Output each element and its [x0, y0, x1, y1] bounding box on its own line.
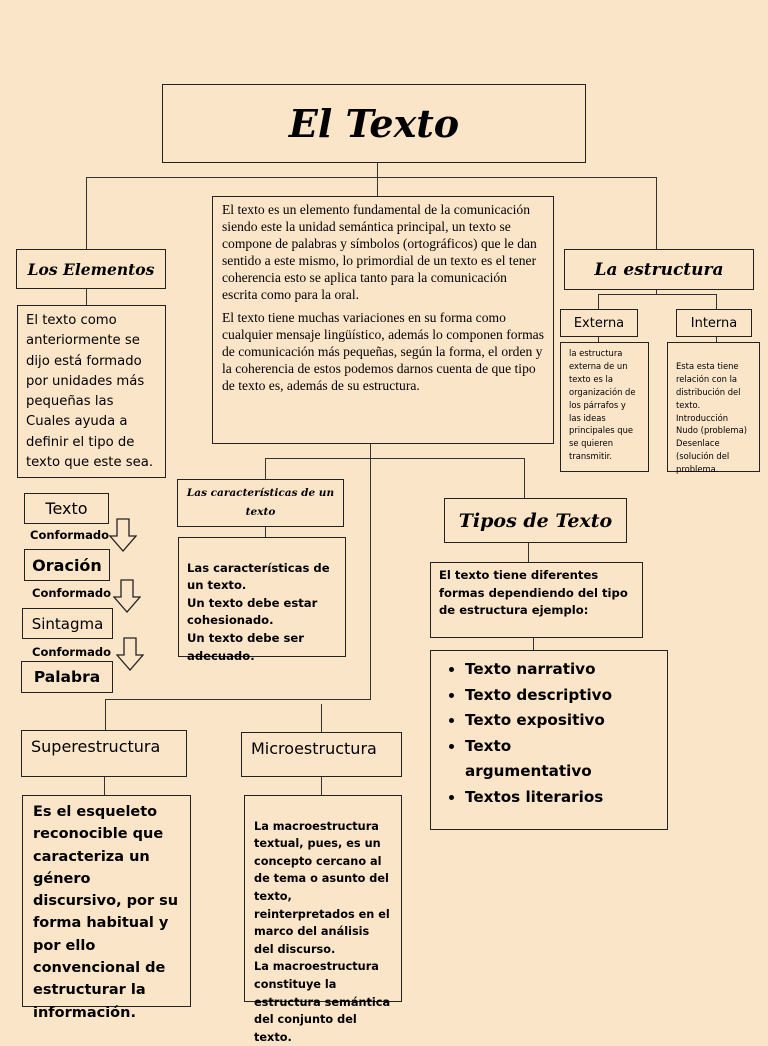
chain-oracion-box — [24, 549, 110, 581]
superestructura-body: Es el esqueleto reconocible que caracteriza un género discursivo, por su forma habitual y por ello convencional de estructurar la información. — [33, 804, 179, 1021]
down-arrow-icon — [109, 518, 137, 552]
elementos-heading: Los Elementos — [27, 259, 155, 279]
chain-oracion: Oración — [32, 555, 102, 575]
conformado-label: Conformado — [30, 528, 109, 542]
connector-line — [377, 177, 378, 197]
caracteristicas-body: Las características de un texto. Un texto debe estar cohesionado. Un texto debe ser adecuado. — [187, 560, 330, 663]
connector-line — [370, 443, 371, 700]
interna-body: Esta esta tiene relación con la distribución del texto. Introducción Nudo (problema) Desenlace (solución del problema. — [676, 360, 747, 475]
conformado-label: Conformado — [32, 645, 111, 659]
estructura-heading-box — [564, 249, 754, 290]
connector-line — [598, 294, 599, 310]
estructura-heading: La estructura — [594, 259, 724, 280]
connector-line — [533, 637, 534, 650]
central-paragraph-2: El texto tiene muchas variaciones en su forma como cualquier mensaje lingüístico, además lo componen formas de comunicación más pequeñas, según la forma, el orden y la coherencia de estos podemos darnos cuenta de que tipo de texto es, además de su estructura. — [222, 310, 545, 393]
elementos-body: El texto como anteriormente se dijo está formado por unidades más pequeñas las Cuales ayuda a definir el tipo de texto que este sea. — [26, 313, 154, 471]
superestructura-heading-box — [21, 730, 187, 777]
interna-body-box — [667, 342, 760, 475]
title-box — [162, 84, 586, 163]
tipos-list-box — [430, 650, 668, 830]
tipos-list-item: • Texto expositivo — [465, 708, 661, 734]
connector-line — [656, 177, 657, 249]
tipos-list-item: • Texto descriptivo — [465, 683, 661, 709]
superestructura-heading: Superestructura — [31, 737, 161, 756]
superestructura-body-box — [22, 795, 191, 1021]
down-arrow-icon — [116, 637, 144, 671]
connector-line — [105, 699, 106, 730]
tipos-intro-box — [430, 562, 643, 638]
tipos-list-item: • Texto argumentativo — [465, 734, 585, 785]
connector-line — [86, 177, 656, 178]
elementos-body-box — [17, 305, 166, 478]
chain-texto-box — [24, 493, 109, 524]
connector-line — [104, 776, 105, 795]
connector-line — [528, 542, 529, 562]
connector-line — [321, 776, 322, 795]
connector-line — [86, 177, 87, 249]
tipos-heading: Tipos de Texto — [458, 509, 613, 532]
connector-line — [86, 289, 87, 305]
microestructura-body: La macroestructura textual, pues, es un concepto cercano al de tema o asunto del texto, reinterpretados en el marco del análisis del discurso. La macroestructura constituye la estructura semántica del conjunto del texto. — [254, 819, 391, 1044]
interna-label: Interna — [690, 315, 738, 331]
page-title: El Texto — [288, 101, 460, 146]
externa-box — [560, 309, 638, 337]
interna-box — [676, 309, 752, 337]
microestructura-heading: Microestructura — [251, 739, 377, 758]
tipos-list — [431, 657, 661, 810]
central-definition-box — [212, 196, 554, 444]
externa-body: la estructura externa de un texto es la organización de los párrafos y las ideas principales que se quieren transmitir. — [569, 348, 636, 462]
connector-line — [265, 458, 266, 480]
externa-label: Externa — [573, 315, 625, 331]
connector-line — [716, 294, 717, 310]
caracteristicas-body-box — [178, 537, 346, 663]
caracteristicas-heading: Las características de un texto — [186, 487, 335, 518]
connector-line — [265, 526, 266, 537]
connector-line — [105, 699, 371, 700]
microestructura-heading-box — [241, 732, 402, 777]
down-arrow-icon — [113, 579, 141, 613]
connector-line — [598, 294, 716, 295]
conformado-label: Conformado — [32, 586, 111, 600]
connector-line — [265, 458, 524, 459]
microestructura-body-box — [244, 795, 402, 1044]
tipos-list-item: • Textos literarios — [465, 785, 661, 811]
chain-palabra-box — [21, 661, 113, 693]
connector-line — [524, 458, 525, 498]
externa-body-box — [560, 342, 649, 472]
tipos-intro: El texto tiene diferentes formas dependiendo del tipo de estructura ejemplo: — [439, 568, 628, 618]
elementos-heading-box — [16, 249, 166, 289]
tipos-list-item: • Texto narrativo — [465, 657, 661, 683]
chain-sintagma-box — [22, 608, 113, 639]
chain-sintagma: Sintagma — [31, 614, 104, 633]
tipos-heading-box — [444, 498, 627, 543]
caracteristicas-heading-box — [177, 479, 344, 527]
chain-texto: Texto — [45, 499, 88, 518]
connector-line — [377, 162, 378, 178]
central-paragraph-1: El texto es un elemento fundamental de la comunicación siendo este la unidad semántica principal, un texto se compone de palabras y símbolos (ortográficos) que le dan sentido a este mismo, lo primordial de un texto es el tener coherencia esto se aplica tanto para la comunicación escrita como para la oral. — [222, 202, 537, 302]
chain-palabra: Palabra — [33, 668, 101, 686]
connector-line — [321, 704, 322, 732]
